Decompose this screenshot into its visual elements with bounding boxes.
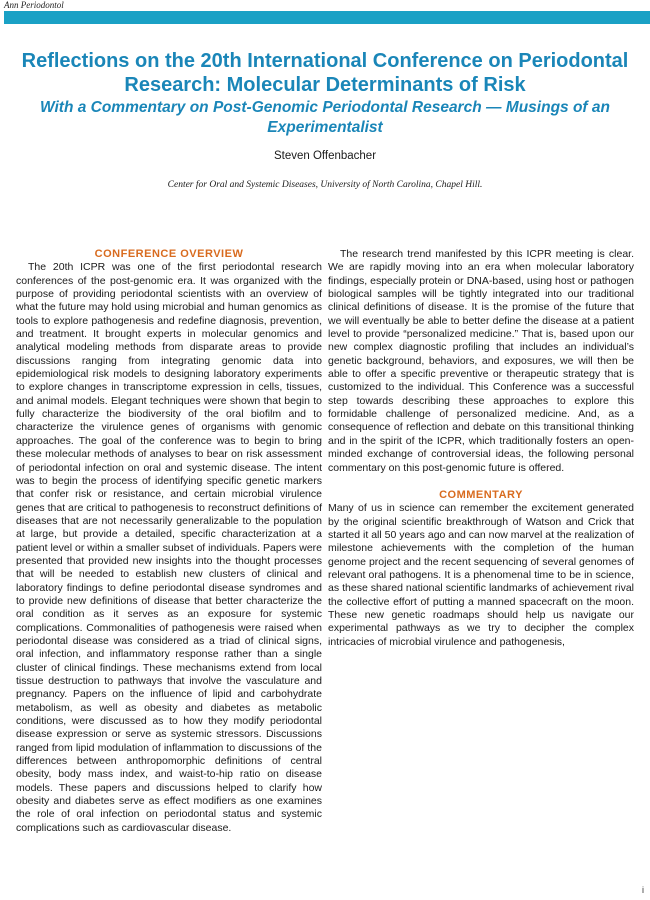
article-subtitle: With a Commentary on Post-Genomic Periodontal Research — Musings of an Experimentalist xyxy=(39,99,610,136)
overview-paragraph-2: The research trend manifested by this ICPR meeting is clear. We are rapidly moving into an era when molecular laboratory findings, especially protein or DNA-based, using host or pathogen biological samples will be tightly integrated into our traditional clinical definitions of disease. It is the promise of the future that we will eventually be able to better define the disease at a patient level to provide “personalized medicine.” That is, based upon our new complex diagnostic profiling that includes an individual’s genetic background, behaviors, and exposures, we will then be able to offer a specific preventive or therapeutic strategy that is customized to the individual. This Conference was a successful step towards describing these approaches to explore this formidable challenge of personalized medicine. And, as a consequence of reflection and debate on this transitional thinking and in the spirit of the ICPR, which traditionally fosters an open-minded exchange of controversial ideas, the following personal commentary on this post-genomic future is offered. xyxy=(328,248,634,474)
running-head: Ann Periodontol xyxy=(4,0,64,10)
section-heading-conference-overview: CONFERENCE OVERVIEW xyxy=(94,248,244,260)
overview-paragraph-1: The 20th ICPR was one of the first periodontal research conferences of the post-genomic era. It was organized with the purpose of providing periodontal scientists with an overview of what the future may hold using microbial and human genomics as tools to explore pathogenesis and redefine diagnosis, prevention, and treatment. It brought experts in molecular genomics and analytical modeling methods from disparate areas to provide discussions ranging from integrating genomic data into epidemiological risk models to designing laboratory experiments to explore changes in transcriptome expression in cells, tissues, and animal models. Elegant techniques were shown that begin to fully characterize the biodiversity of the oral biofilm and to characterize the virulence genes of organisms with genomic approaches. The goal of the conference was to begin to bring these molecular methods of analyses to bear on risk assessment of periodontal infection on oral and systemic disease. The intent was to begin the process of identifying specific genetic markers that confer risk or resistance, and certain microbial virulence genes that are critical to pathogenesis to reconstruct definitions of diseases that are not necessarily generalizable to the population at large, but provide a detailed, specific characterization at a patient level or within a smaller subset of individuals. Papers were presented that provided new insights into the thought processes that will be needed to establish new clusters of clinical and laboratory findings to define periodontal disease syndromes and to provide new definitions of disease that better characterize the oral condition as it serves as an exposure for systemic complications. Commonalities of pathogenesis were raised when periodontal disease was considered as a triad of clinical signs, oral infection, and inflammatory response rather than a single cluster of clinical findings. These mechanisms extend from local tissue destruction to pathways that involve the vasculature and pregnancy. Papers on the influence of lipid and carbohydrate metabolism, as well as obesity and diabetes as metabolic conditions, were discussed as to how they modify periodontal disease expression or serve as systemic stressors. Discussions ranged from lipid modulation of inflammation to discussions of the differences between anthropomorphic definitions of central obesity, body mass index, and waist-to-hip ratio on disease models. These papers and discussions helped to clarify how obesity and diabetes serve as effect modifiers as one examines the role of oral infection on periodontal status and systemic complications such as cardiovascular disease. xyxy=(16,261,322,834)
author-name: Steven Offenbacher xyxy=(273,150,377,162)
page-number: i xyxy=(642,885,644,895)
author-affiliation: Center for Oral and Systemic Diseases, University of North Carolina, Chapel Hill. xyxy=(167,180,483,190)
commentary-paragraph-1: Many of us in science can remember the excitement generated by the original scientific breakthrough of Watson and Crick that started it all 50 years ago and can now marvel at the realization of milestone achievements with the completion of the human genome project and the recent sequencing of several genomes of relevant oral pathogens. It is a phenomenal time to be in science, as these shared national scientific landmarks of achievement rival the collective effort of putting a manned spacecraft on the moon. These new genetic roadmaps should help us navigate our experimental pathways as we try to decipher the complex intricacies of microbial virulence and pathogenesis, xyxy=(328,502,634,648)
text-column-left xyxy=(16,248,322,835)
article-title: Reflections on the 20th International Conference on Periodontal Research: Molecular Determinants of Risk xyxy=(21,50,629,96)
header-banner xyxy=(4,11,650,24)
text-column-right xyxy=(328,248,634,649)
section-heading-commentary: COMMENTARY xyxy=(439,488,523,501)
